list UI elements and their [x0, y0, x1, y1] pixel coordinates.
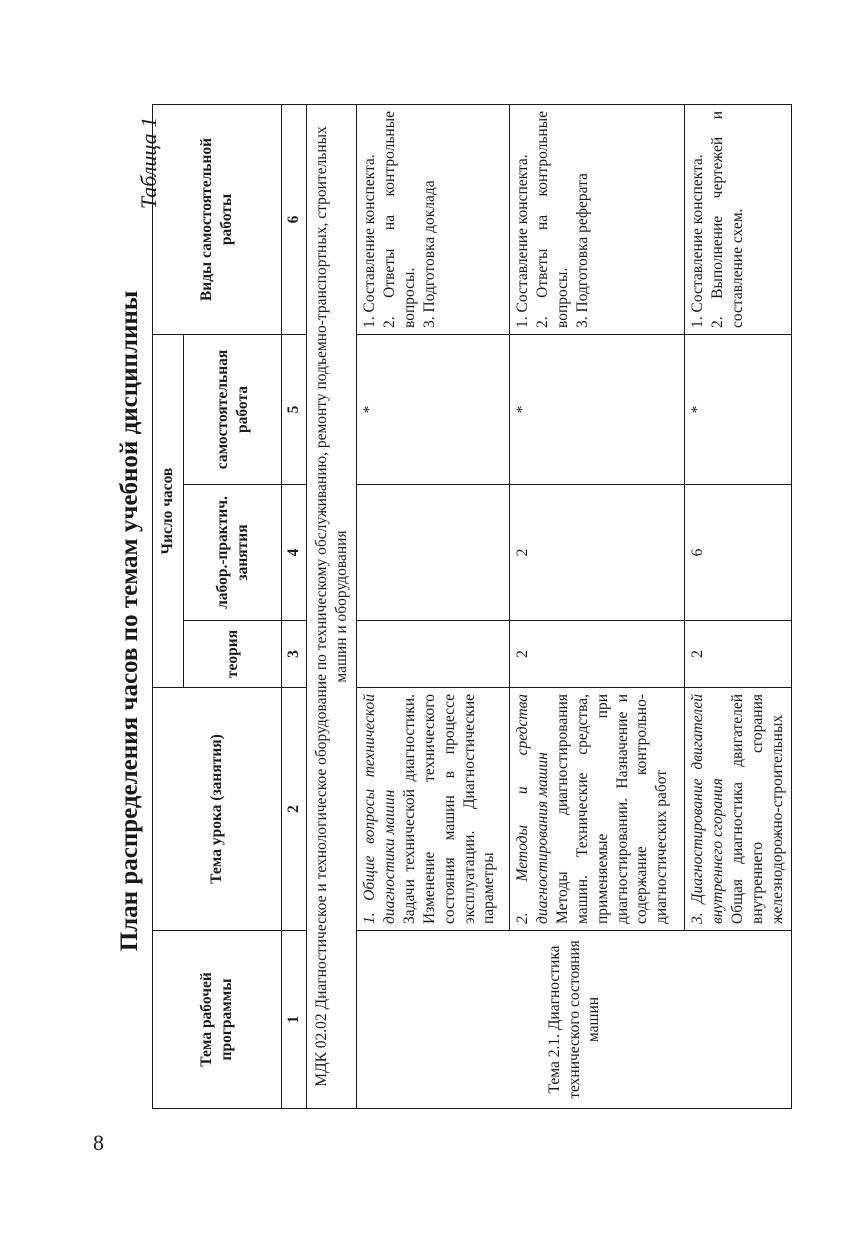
lesson-text: Задачи технической диагностики. Изменение технического состояния машин в процессе эксплуатации. Диагностические параметры [401, 694, 498, 924]
lab-hours: 2 [510, 485, 685, 621]
lesson-cell [685, 688, 792, 931]
header-row-1 [153, 104, 184, 1108]
task-item: 3. Подготовка доклада [420, 180, 438, 328]
task-item: 1. Составление конспекта. [361, 154, 379, 328]
column-number: 3 [282, 621, 307, 688]
task-item: 2. Выполнение чертежей и составление схем. [709, 110, 747, 328]
header-labs: лабор.-практич. занятия [184, 485, 282, 621]
header-program-topic: Тема рабочей программы [153, 931, 282, 1109]
task-item: 1. Составление конспекта. [514, 154, 532, 328]
task-item: 2. Ответы на контрольные вопросы. [534, 110, 572, 328]
lesson-text: Общая диагностика двигателей внутреннего сгорания железнодорожно-строительных [729, 694, 786, 924]
self-work-tasks [357, 104, 510, 334]
lesson-title: 1. Общие вопросы технической диагностики машин [361, 694, 399, 924]
page-number: 8 [93, 1130, 104, 1155]
section-heading: МДК 02.02 Диагностическое и технологическое оборудование по техническому обслуживанию, ремонту подъемно-транспортных, строительных машин и оборудования [306, 104, 357, 1108]
self-work-tasks [510, 104, 685, 334]
column-number: 6 [282, 104, 307, 334]
lesson-cell [357, 688, 510, 931]
header-lesson-topic: Тема урока (занятия) [153, 688, 282, 931]
lab-hours [357, 485, 510, 621]
self-study-mark: * [357, 334, 510, 484]
program-topic-cell: Тема 2.1. Диагностика технического состояния машин [357, 931, 792, 1109]
theory-hours: 2 [510, 621, 685, 688]
header-self-work-types: Виды самостоятельной работы [153, 104, 282, 334]
theory-hours [357, 621, 510, 688]
lesson-cell [510, 688, 685, 931]
column-number: 5 [282, 334, 307, 484]
task-item: 3. Подготовка реферата [573, 173, 591, 328]
task-item: 1. Составление конспекта. [689, 154, 707, 328]
header-self-study: самостоятельная работа [184, 334, 282, 484]
self-work-tasks [685, 104, 792, 334]
lesson-title: 3. Диагностирование двигателей внутреннего сгорания [689, 694, 727, 924]
self-study-mark: * [685, 334, 792, 484]
self-study-mark: * [510, 334, 685, 484]
page-title: План распределения часов по темам учебной дисциплины [116, 290, 143, 952]
lesson-text: Методы диагностирования машин. Технические средства, применяемые при диагностировании. Назначение и содержание контрольно-диагностических работ [554, 694, 671, 924]
theory-hours: 2 [685, 621, 792, 688]
column-number: 2 [282, 688, 307, 931]
header-theory: теория [184, 621, 282, 688]
rotated-table-wrapper [152, 105, 786, 1109]
column-number-row [282, 104, 307, 1108]
header-hours: Число часов [153, 334, 184, 687]
table-row [357, 104, 510, 1108]
lab-hours: 6 [685, 485, 792, 621]
lesson-title: 2. Методы и средства диагностирования машин [514, 694, 552, 924]
task-item: 2. Ответы на контрольные вопросы. [381, 110, 419, 328]
table-caption: Таблица 1 [136, 116, 162, 210]
column-number: 4 [282, 485, 307, 621]
section-row [306, 104, 357, 1108]
column-number: 1 [282, 931, 307, 1109]
hours-table [152, 104, 792, 1109]
